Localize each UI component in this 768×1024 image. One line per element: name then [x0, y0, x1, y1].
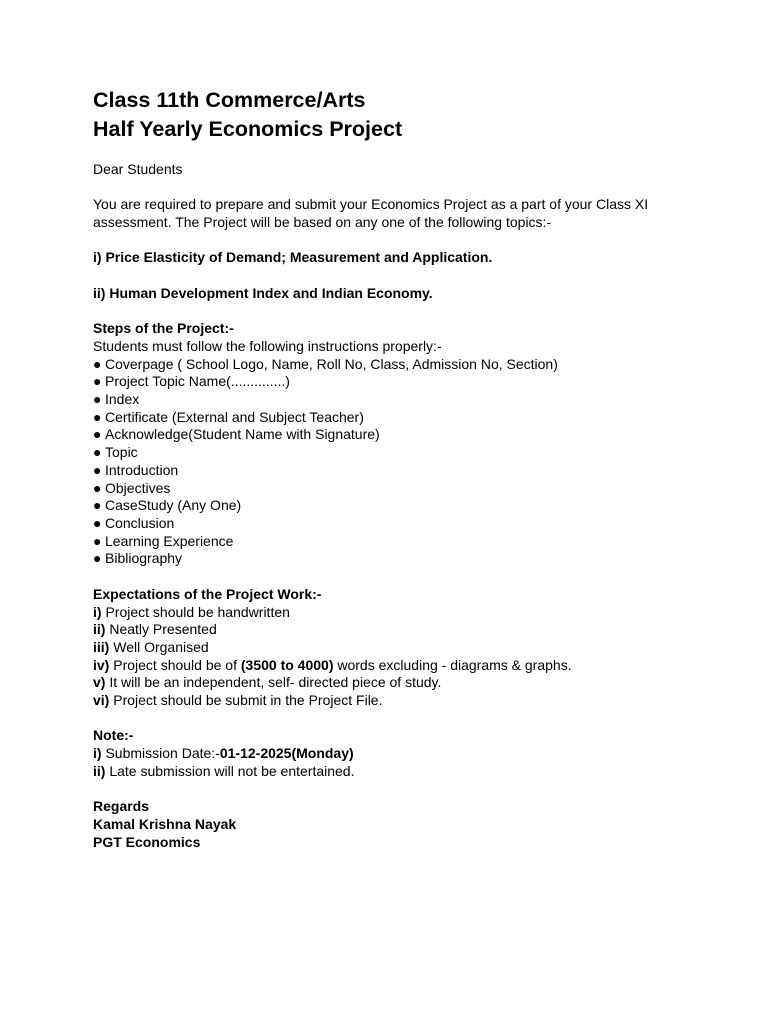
topic-option-1: i) Price Elasticity of Demand; Measurement and Application. — [93, 249, 493, 266]
step-item — [93, 497, 733, 515]
item-number: i) — [93, 603, 102, 620]
bullet-icon: ● — [93, 532, 102, 549]
item-number: iv) — [93, 656, 110, 673]
note-item — [93, 745, 733, 763]
item-text: Submission Date:- — [105, 745, 220, 762]
step-label: Acknowledge(Student Name with Signature) — [105, 426, 380, 443]
topic-option-2: ii) Human Development Index and Indian Economy. — [93, 284, 433, 301]
item-text: Late submission will not be entertained. — [109, 762, 355, 779]
bullet-icon: ● — [93, 373, 102, 390]
expectation-item — [93, 674, 733, 692]
intro-line: assessment. The Project will be based on any one of the following topics:- — [93, 214, 552, 231]
item-number: v) — [93, 674, 106, 691]
item-number: vi) — [93, 692, 110, 709]
steps-heading: Steps of the Project:- — [93, 320, 234, 337]
step-label: CaseStudy (Any One) — [105, 497, 242, 514]
title-line-class: Class 11th Commerce/Arts — [93, 88, 366, 112]
step-item — [93, 480, 733, 498]
word-count-range: (3500 to 4000) — [240, 656, 334, 673]
bullet-icon: ● — [93, 391, 102, 408]
expectations-heading: Expectations of the Project Work:- — [93, 585, 322, 602]
item-number: i) — [93, 745, 102, 762]
step-label: Learning Experience — [105, 532, 234, 549]
note-item — [93, 763, 733, 781]
expectation-item — [93, 657, 733, 675]
item-text: Project should be handwritten — [105, 603, 290, 620]
step-item — [93, 426, 733, 444]
bullet-icon: ● — [93, 444, 102, 461]
step-item — [93, 356, 733, 374]
steps-section — [93, 320, 733, 568]
bullet-icon: ● — [93, 550, 102, 567]
step-label: Certificate (External and Subject Teacher) — [105, 408, 364, 425]
step-label: Project Topic Name(..............) — [105, 373, 290, 390]
bullet-icon: ● — [93, 426, 102, 443]
step-item — [93, 515, 733, 533]
intro-line: You are required to prepare and submit your Economics Project as a part of your Class XI — [93, 196, 649, 213]
step-label: Introduction — [105, 461, 179, 478]
item-number: ii) — [93, 621, 106, 638]
step-label: Conclusion — [105, 515, 175, 531]
bullet-icon: ● — [93, 355, 102, 372]
step-item — [93, 462, 733, 480]
steps-list — [93, 356, 733, 568]
bullet-icon: ● — [93, 461, 102, 478]
step-item — [93, 373, 733, 391]
item-number: iii) — [93, 638, 110, 655]
item-text: It will be an independent, self- directed piece of study. — [109, 674, 442, 691]
submission-date: 01-12-2025(Monday) — [219, 745, 354, 762]
item-text: Project should be submit in the Project File. — [113, 692, 383, 709]
expectation-item — [93, 639, 733, 657]
document-page — [93, 86, 733, 851]
item-text: Neatly Presented — [109, 621, 217, 638]
item-text: Project should be of — [113, 656, 241, 673]
bullet-icon: ● — [93, 479, 102, 496]
expectation-item — [93, 621, 733, 639]
item-text: words excluding - diagrams & graphs. — [333, 656, 572, 673]
title-line-project: Half Yearly Economics Project — [93, 116, 403, 141]
document-title — [93, 86, 733, 143]
step-item — [93, 550, 733, 568]
step-label: Bibliography — [105, 550, 183, 567]
teacher-designation: PGT Economics — [93, 833, 201, 850]
expectation-item — [93, 604, 733, 622]
step-item — [93, 391, 733, 409]
item-text: Well Organised — [113, 638, 209, 655]
teacher-name: Kamal Krishna Nayak — [93, 815, 237, 832]
regards-label: Regards — [93, 798, 150, 815]
expectations-section — [93, 586, 733, 710]
note-heading: Note:- — [93, 727, 134, 744]
step-item — [93, 533, 733, 551]
step-label: Objectives — [105, 479, 171, 496]
document-body — [93, 161, 733, 851]
step-label: Index — [105, 391, 140, 408]
steps-intro: Students must follow the following instructions properly:- — [93, 337, 442, 354]
greeting: Dear Students — [93, 161, 183, 177]
step-label: Topic — [105, 444, 138, 461]
step-item — [93, 444, 733, 462]
item-number: ii) — [93, 762, 106, 779]
bullet-icon: ● — [93, 515, 102, 531]
bullet-icon: ● — [93, 408, 102, 425]
step-label: Coverpage ( School Logo, Name, Roll No, Class, Admission No, Section) — [105, 355, 558, 372]
signoff-block — [93, 798, 733, 851]
expectation-item — [93, 692, 733, 710]
note-section — [93, 727, 733, 780]
step-item — [93, 409, 733, 427]
bullet-icon: ● — [93, 497, 102, 514]
intro-paragraph — [93, 196, 733, 231]
